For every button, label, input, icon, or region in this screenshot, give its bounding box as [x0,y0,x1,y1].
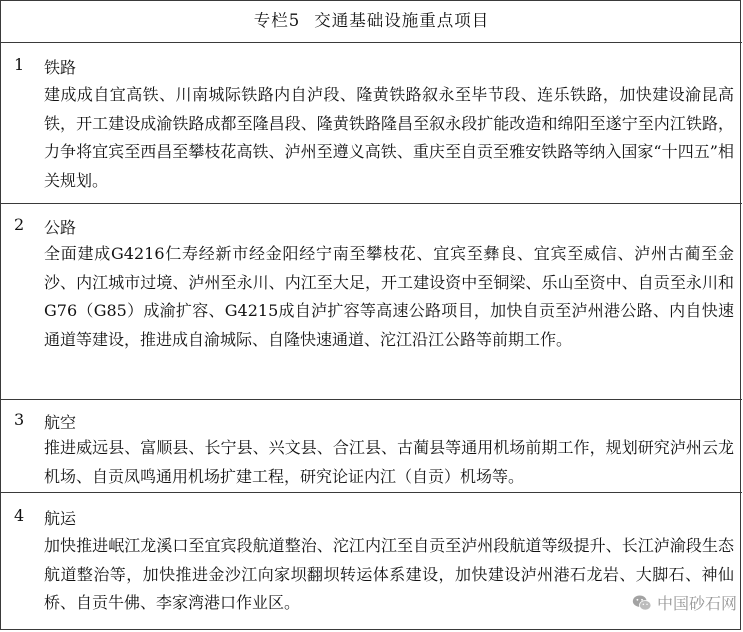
section-number: 1 [14,55,25,74]
wechat-icon [631,592,653,614]
section-aviation [1,400,742,492]
watermark-text: 中国砂石网 [656,594,737,613]
section-heading: 航空 [44,413,77,432]
section-body: 推进威远县、富顺县、长宁县、兴文县、合江县、古蔺县等通用机场前期工作，规划研究泸州云龙机场、自贡凤鸣通用机场扩建工程，研究论证内江（自贡）机场等。 [44,438,734,486]
section-railway [1,43,742,193]
section-number: 2 [14,215,25,234]
section-heading: 公路 [44,218,77,237]
section-body: 建成成自宜高铁、川南城际铁路内自泸段、隆黄铁路叙永至毕节段、连乐铁路，加快建设渝昆高铁，开工建设成渝铁路成都至隆昌段、隆黄铁路隆昌至叙永段扩能改造和绵阳至遂宁至内江铁路，力争将宜宾至西昌至攀枝花高铁、泸州至遵义高铁、重庆至自贡至雅安铁路等纳入国家“十四五”相关规划。 [44,85,734,190]
section-heading: 铁路 [44,58,77,77]
section-body: 加快推进岷江龙溪口至宜宾段航道整治、沱江内江至自贡至泸州段航道等级提升、长江泸渝段生态航道整治等，加快推进金沙江向家坝翻坝转运体系建设，加快建设泸州港石龙岩、大脚石、神仙桥、自贡牛佛、李家湾港口作业区。 [44,536,734,612]
table-title: 交通基础设施重点项目 [314,11,490,30]
section-heading: 航运 [44,509,77,528]
table-title-bar [1,1,742,43]
section-body: 全面建成G4216仁寿经新市经金阳经宁南至攀枝花、宜宾至彝良、宜宾至威信、泸州古蔺至金沙、内江城市过境、泸州至永川、内江至大足，开工建设资中至铜梁、乐山至资中、自贡至永川和G76（G85）成渝扩容、G4215成自泸扩容等高速公路项目，加快自贡至泸州港公路、内自快速通道等建设，推进成自渝城际、自隆快速通道、沱江沿江公路等前期工作。 [44,244,734,349]
section-number: 3 [14,410,25,429]
section-highway [1,204,742,399]
watermark [631,591,737,614]
column-number: 专栏5 [253,11,301,30]
section-number: 4 [14,506,25,525]
